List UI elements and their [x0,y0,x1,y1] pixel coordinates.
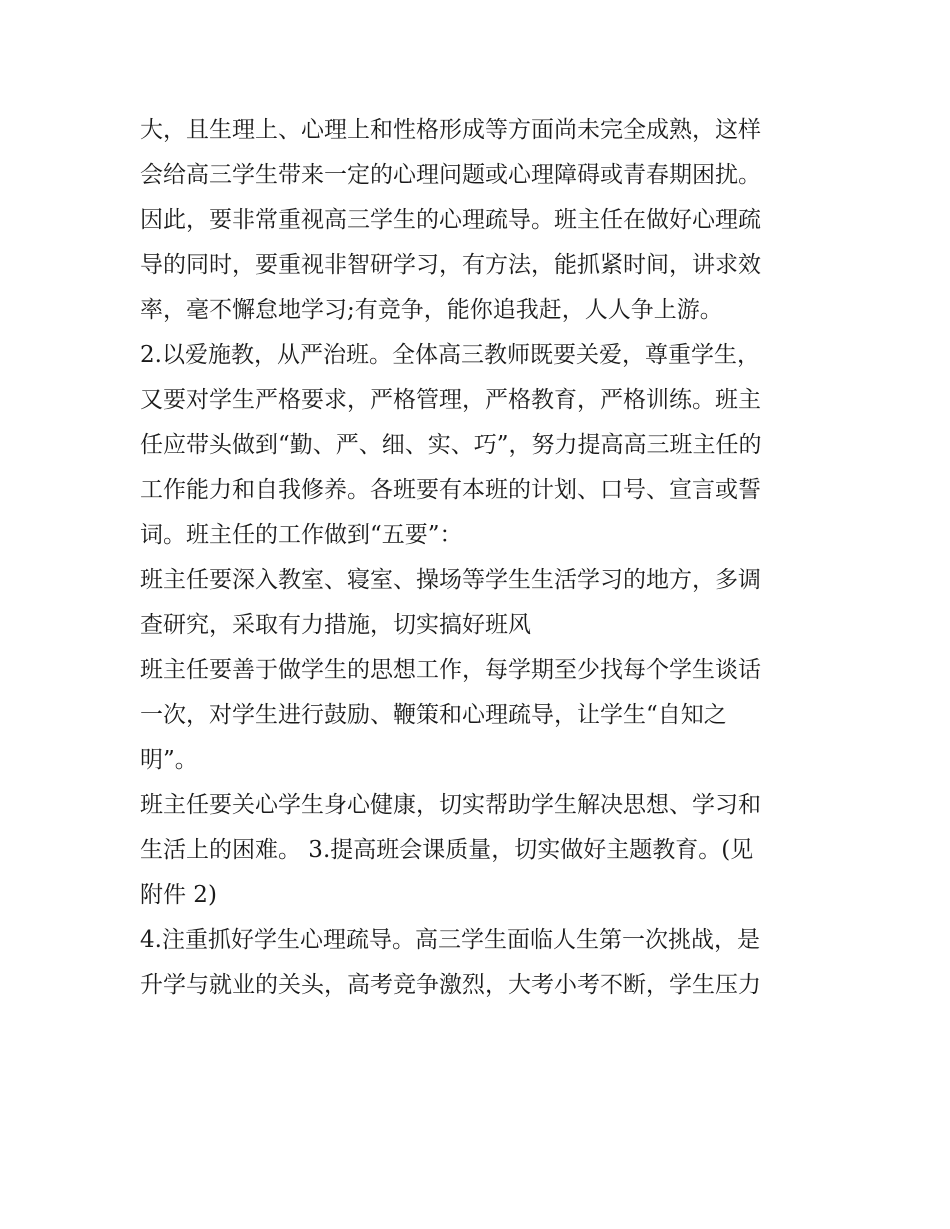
text-line: 班主任要深入教室、寝室、操场等学生生活学习的地方，多调 [140,567,761,593]
text-line: 明”。 [140,747,198,773]
text-line: 率，毫不懈怠地学习;有竞争，能你追我赶，人人争上游。 [140,297,723,323]
text-line: 4.注重抓好学生心理疏导。高三学生面临人生第一次挑战，是 [140,927,760,953]
text-line: 2.以爱施教，从严治班。全体高三教师既要关爱，尊重学生， [140,342,760,368]
text-line: 因此，要非常重视高三学生的心理疏导。班主任在做好心理疏 [140,207,761,233]
text-line: 会给高三学生带来一定的心理问题或心理障碍或青春期困扰。 [140,162,761,188]
text-line: 一次，对学生进行鼓励、鞭策和心理疏导，让学生“自知之 [140,702,727,728]
text-line: 词。班主任的工作做到“五要”： [140,522,463,548]
text-line: 班主任要关心学生身心健康，切实帮助学生解决思想、学习和 [140,792,761,818]
text-line: 附件 2) [140,882,217,908]
text-line: 查研究，采取有力措施，切实搞好班风 [140,612,531,638]
text-line: 大，且生理上、心理上和性格形成等方面尚未完全成熟，这样 [140,117,761,143]
text-line: 任应带头做到“勤、严、细、实、巧”，努力提高高三班主任的 [140,432,762,458]
text-line: 工作能力和自我修养。各班要有本班的计划、口号、宣言或誓 [140,477,761,503]
text-line: 升学与就业的关头，高考竞争激烈，大考小考不断，学生压力 [140,972,761,998]
text-line: 班主任要善于做学生的思想工作，每学期至少找每个学生谈话 [140,657,761,683]
text-line: 生活上的困难。 3.提高班会课质量，切实做好主题教育。(见 [140,837,754,863]
document-body [140,108,820,1008]
text-line: 导的同时，要重视非智研学习，有方法，能抓紧时间，讲求效 [140,252,761,278]
text-line: 又要对学生严格要求，严格管理，严格教育，严格训练。班主 [140,387,761,413]
